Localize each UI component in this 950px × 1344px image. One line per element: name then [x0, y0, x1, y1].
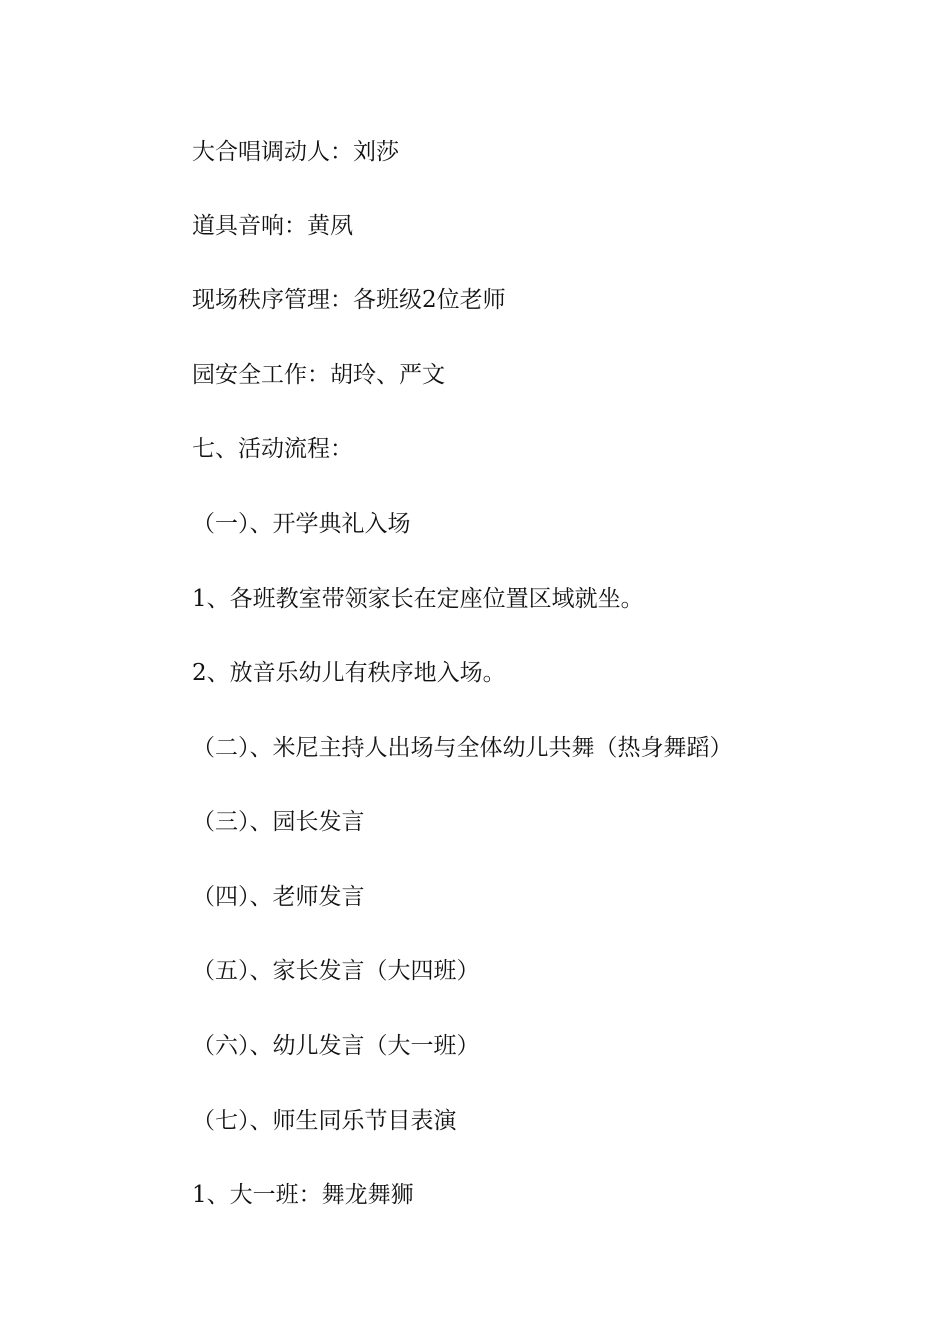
step-heading-1: （一）、开学典礼入场 — [192, 511, 411, 537]
line-order-management: 现场秩序管理：各班级2位老师 — [192, 287, 506, 313]
step-heading-2: （二）、米尼主持人出场与全体幼儿共舞（热身舞蹈） — [192, 735, 733, 761]
list-item-performance-1: 1、大一班：舞龙舞狮 — [192, 1182, 414, 1208]
list-item-1: 1、各班教室带领家长在定座位置区域就坐。 — [192, 586, 644, 612]
step-heading-5: （五）、家长发言（大四班） — [192, 958, 480, 984]
step-heading-3: （三）、园长发言 — [192, 809, 365, 835]
line-props-sound: 道具音响：黄夙 — [192, 213, 353, 239]
line-chorus-coordinator: 大合唱调动人：刘莎 — [192, 139, 399, 165]
line-safety-work: 园安全工作：胡玲、严文 — [192, 362, 445, 388]
step-heading-4: （四）、老师发言 — [192, 884, 365, 910]
list-item-2: 2、放音乐幼儿有秩序地入场。 — [192, 660, 506, 686]
step-heading-6: （六）、幼儿发言（大一班） — [192, 1033, 480, 1059]
step-heading-7: （七）、师生同乐节目表演 — [192, 1108, 457, 1134]
section-heading-activity-flow: 七、活动流程： — [192, 436, 353, 462]
